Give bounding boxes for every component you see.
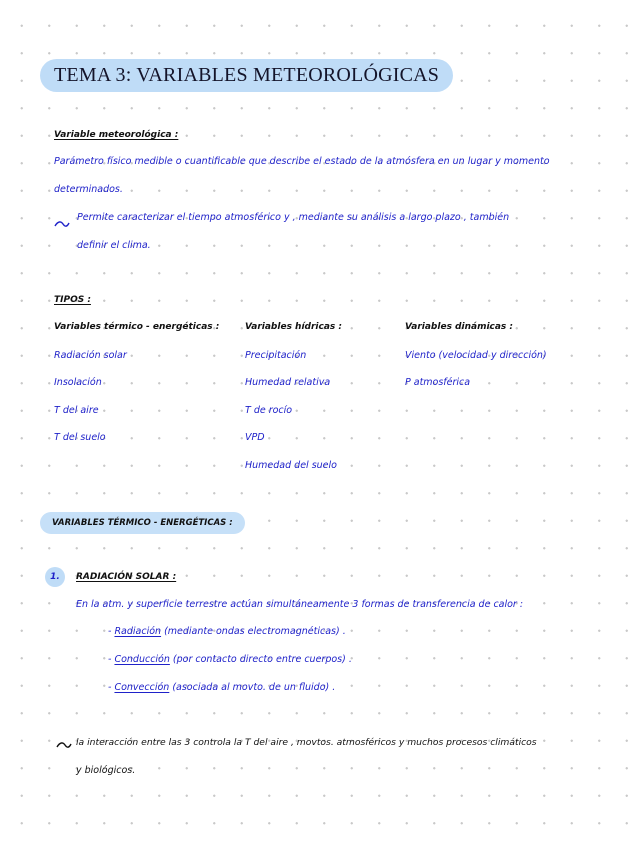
bullet-item: [108, 626, 346, 637]
column-header-hidricas: Variables hídricas :: [245, 322, 343, 332]
list-item: T del suelo: [54, 432, 106, 443]
list-item: Humedad relativa: [245, 377, 331, 388]
page-title: TEMA 3: VARIABLES METEOROLÓGICAS: [40, 59, 453, 92]
bullet-dash: -: [108, 682, 115, 693]
bullet-text: (por contacto directo entre cuerpos) .: [169, 654, 352, 665]
bullet-text: (mediante ondas electromagnéticas) .: [161, 626, 346, 637]
list-item: VPD: [245, 432, 265, 443]
definition-line-2: determinados.: [54, 184, 123, 195]
list-item: Insolación: [54, 377, 102, 388]
column-header-termico: Variables térmico - energéticas :: [54, 322, 220, 332]
list-item: Radiación solar: [54, 350, 127, 361]
bullet-term: Conducción: [114, 654, 170, 665]
definition-arrow-line-1: Permite caracterizar el tiempo atmosférico y , mediante su análisis a largo plazo , también: [77, 212, 510, 223]
bullet-item: [108, 654, 352, 665]
item-intro: En la atm. y superficie terrestre actúan simultáneamente 3 formas de transferencia de calor :: [76, 599, 524, 610]
list-item: Humedad del suelo: [245, 460, 337, 471]
bullet-term: Radiación: [114, 626, 162, 637]
definition-heading: Variable meteorológica :: [54, 130, 179, 140]
list-item: P atmosférica: [405, 377, 471, 388]
tipos-heading: TIPOS :: [54, 295, 91, 305]
definition-line-1: Parámetro físico medible o cuantificable que describe el estado de la atmósfera en un lugar y momento: [54, 156, 550, 167]
definition-arrow-line-2: definir el clima.: [77, 240, 151, 251]
arrow-icon: [54, 220, 70, 228]
item-number-badge: 1.: [45, 567, 65, 587]
list-item: T de rocío: [245, 405, 293, 416]
arrow-icon: [56, 741, 72, 749]
bullet-dash: -: [108, 654, 115, 665]
bullet-term: Convección: [114, 682, 170, 693]
list-item: Precipitación: [245, 350, 307, 361]
bullet-dash: -: [108, 626, 115, 637]
list-item: T del aire: [54, 405, 99, 416]
bullet-text: (asociada al movto. de un fluido) .: [169, 682, 336, 693]
section-label: VARIABLES TÉRMICO - ENERGÉTICAS :: [40, 512, 245, 534]
item-title: RADIACIÓN SOLAR :: [76, 572, 177, 582]
bullet-item: [108, 682, 335, 693]
note-line-1: la interacción entre las 3 controla la T del aire , movtos. atmosféricos y muchos procesos climáticos: [76, 737, 537, 748]
note-line-2: y biológicos.: [76, 765, 136, 776]
column-header-dinamicas: Variables dinámicas :: [405, 322, 514, 332]
list-item: Viento (velocidad y dirección): [405, 350, 547, 361]
